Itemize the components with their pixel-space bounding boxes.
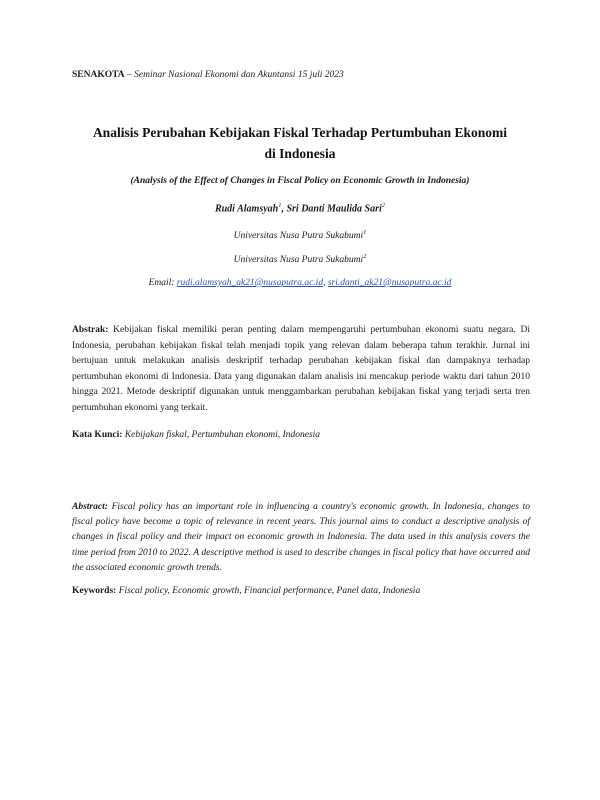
venue-name: SENAKOTA	[72, 70, 125, 80]
kata-kunci-label: Kata Kunci:	[72, 430, 123, 440]
email-link-2[interactable]: sri.danti_ak21@nusaputra.ac.id	[327, 278, 452, 288]
abstrak-paragraph	[72, 323, 530, 416]
affiliation-1	[60, 229, 540, 241]
kata-kunci-line	[72, 430, 530, 440]
author-2-name: Sri Danti Maulida Sari	[286, 203, 382, 215]
email-link-1[interactable]: rudi.alamsyah_ak21@nusaputra.ac.id	[176, 278, 324, 288]
author-1-affiliation-mark: 1	[278, 202, 282, 209]
paper-title-line-1: Analisis Perubahan Kebijakan Fiskal Terhadap Pertumbuhan Ekonomi	[92, 125, 508, 140]
venue-details: – Seminar Nasional Ekonomi dan Akuntansi 15 juli 2023	[124, 70, 344, 80]
keywords-text: Fiscal policy, Economic growth, Financial performance, Panel data, Indonesia	[116, 586, 421, 596]
author-list	[60, 202, 540, 214]
keywords-line	[72, 586, 530, 596]
email-label: Email:	[148, 278, 177, 288]
email-separator: ,	[323, 278, 328, 288]
affiliation-2-mark: 2	[363, 253, 367, 260]
email-line	[60, 278, 540, 288]
abstract-label: Abstract:	[72, 502, 108, 512]
kata-kunci-text: Kebijakan fiskal, Pertumbuhan ekonomi, Indonesia	[122, 430, 321, 440]
affiliation-2	[60, 253, 540, 265]
abstract-paragraph	[72, 500, 530, 576]
abstract-text: Fiscal policy has an important role in influencing a country's economic growth. In Indonesia, changes to fiscal policy have become a topic of relevance in recent years. This journal aims to conduct a descriptive analysis of changes in fiscal policy and their impact on economic growth in Indonesia. The data used in this analysis covers the time period from 2010 to 2022. A descriptive method is used to describe changes in fiscal policy that have occurred and the associated economic growth trends.	[72, 502, 530, 573]
paper-title	[60, 122, 540, 164]
running-head	[72, 70, 542, 80]
affiliation-2-name: Universitas Nusa Putra Sukabumi	[233, 255, 364, 266]
author-1-name: Rudi Alamsyah	[214, 203, 279, 215]
author-2-affiliation-mark: 2	[381, 202, 386, 209]
keywords-label: Keywords:	[72, 586, 117, 596]
paper-title-line-2: di Indonesia	[264, 146, 336, 161]
affiliation-1-name: Universitas Nusa Putra Sukabumi	[233, 231, 364, 242]
author-separator: ,	[281, 203, 287, 215]
paper-subtitle: (Analysis of the Effect of Changes in Fiscal Policy on Economic Growth in Indonesia)	[130, 176, 470, 186]
affiliation-1-mark: 1	[363, 229, 367, 236]
abstrak-label: Abstrak:	[72, 325, 109, 335]
abstrak-text: Kebijakan fiskal memiliki peran penting dalam mempengaruhi pertumbuhan ekonomi suatu negara. Di Indonesia, perubahan kebijakan fiskal telah menjadi topik yang relevan dalam beberapa tahun terakhir. Jurnal ini bertujuan untuk melakukan analisis deskriptif terhadap perubahan kebijakan fiskal dan dampaknya terhadap pertumbuhan ekonomi di Indonesia. Data yang digunakan dalam analisis ini mencakup periode waktu dari tahun 2010 hingga 2021. Metode deskriptif digunakan untuk menggambarkan perubahan kebijakan fiskal yang terjadi serta tren pertumbuhan ekonomi yang terkait.	[72, 325, 530, 413]
